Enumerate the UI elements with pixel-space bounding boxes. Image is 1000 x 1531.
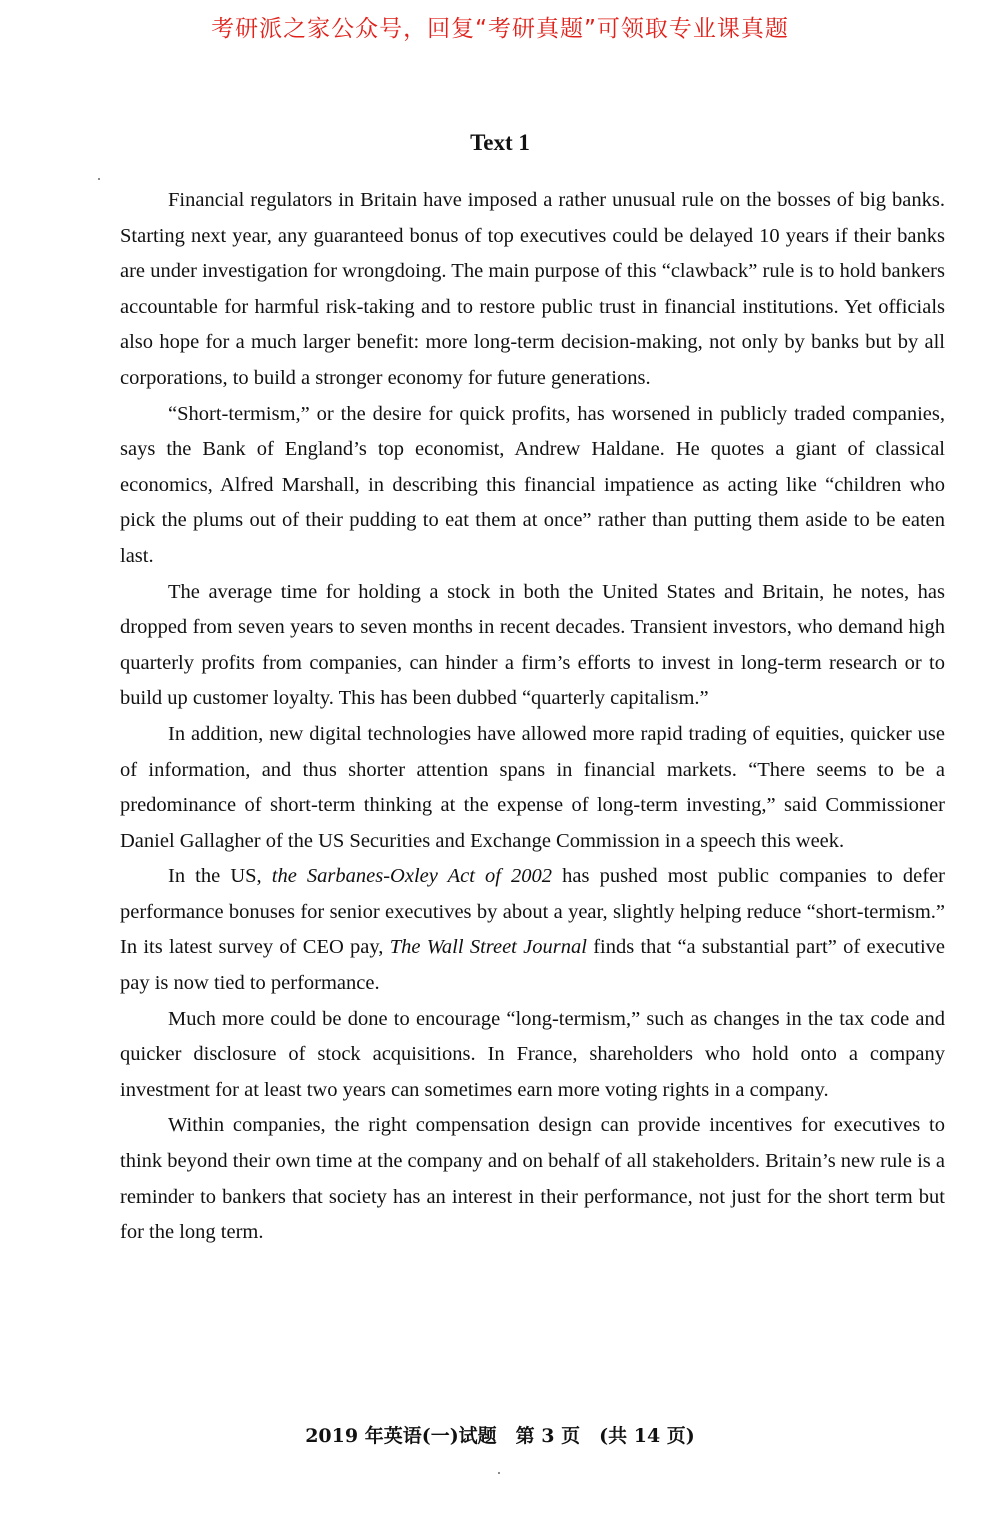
paragraph-7 — [120, 1108, 945, 1250]
text-run: Much more could be done to encourage “long-termism,” such as changes in the tax code and quicker disclosure of stock acquisitions. In France, shareholders who hold onto a company investment for at least two years can sometimes earn more voting rights in a company. — [120, 1007, 945, 1101]
italic-title: The Wall Street Journal — [389, 936, 587, 959]
article-body — [120, 183, 945, 1251]
text-run: has pushed most public companies to defer performance bonuses for senior executives by about a year, slightly helping reduce “short-termism.” In its latest survey of CEO pay, — [120, 865, 945, 959]
paragraph-4 — [120, 717, 945, 859]
text-run: finds that “a substantial part” of executive pay is now tied to performance. — [120, 936, 945, 995]
paragraph-1 — [120, 183, 945, 397]
text-run: The average time for holding a stock in both the United States and Britain, he notes, has dropped from seven years to seven months in recent decades. Transient investors, who demand high quarterly profits from companies, can hinder a firm’s efforts to invest in long-term research or to build up customer loyalty. This has been dubbed “quarterly capitalism.” — [120, 580, 945, 710]
paragraph-6 — [120, 1002, 945, 1109]
text-run: In addition, new digital technologies have allowed more rapid trading of equities, quicker use of information, and thus shorter attention spans in financial markets. “There seems to be a predominance of short-term thinking at the expense of long-term investing,” said Commissioner Daniel Gallagher of the US Securities and Exchange Commission in a speech this week. — [120, 722, 945, 852]
scan-speck — [498, 1472, 500, 1474]
page-footer: 2019 年英语(一)试题 第 3 页 (共 14 页) — [305, 1425, 695, 1447]
header-banner: 考研派之家公众号，回复“考研真题”可领取专业课真题 — [211, 16, 789, 42]
scan-speck — [98, 178, 100, 180]
page-title: Text 1 — [470, 130, 530, 155]
text-run: In the US, — [168, 865, 272, 888]
paragraph-3 — [120, 575, 945, 717]
italic-title: the Sarbanes-Oxley Act of 2002 — [271, 865, 553, 888]
text-run: “Short-termism,” or the desire for quick profits, has worsened in publicly traded companies, says the Bank of England’s top economist, Andrew Haldane. He quotes a giant of classical economics, Alfred Marshall, in describing this financial impatience as acting like “children who pick the plums out of their pudding to eat them at once” rather than putting them aside to be eaten last. — [120, 402, 945, 567]
paragraph-2 — [120, 397, 945, 575]
text-run: Within companies, the right compensation design can provide incentives for executives to think beyond their own time at the company and on behalf of all stakeholders. Britain’s new rule is a reminder to bankers that society has an interest in their performance, not just for the short term but for the long term. — [120, 1114, 945, 1244]
text-run: Financial regulators in Britain have imposed a rather unusual rule on the bosses of big banks. Starting next year, any guaranteed bonus of top executives could be delayed 10 years if their banks are under investigation for wrongdoing. The main purpose of this “clawback” rule is to hold bankers accountable for harmful risk-taking and to restore public trust in financial institutions. Yet officials also hope for a much larger benefit: more long-term decision-making, not only by banks but by all corporations, to build a stronger economy for future generations. — [120, 189, 945, 389]
paragraph-5 — [120, 859, 945, 1001]
